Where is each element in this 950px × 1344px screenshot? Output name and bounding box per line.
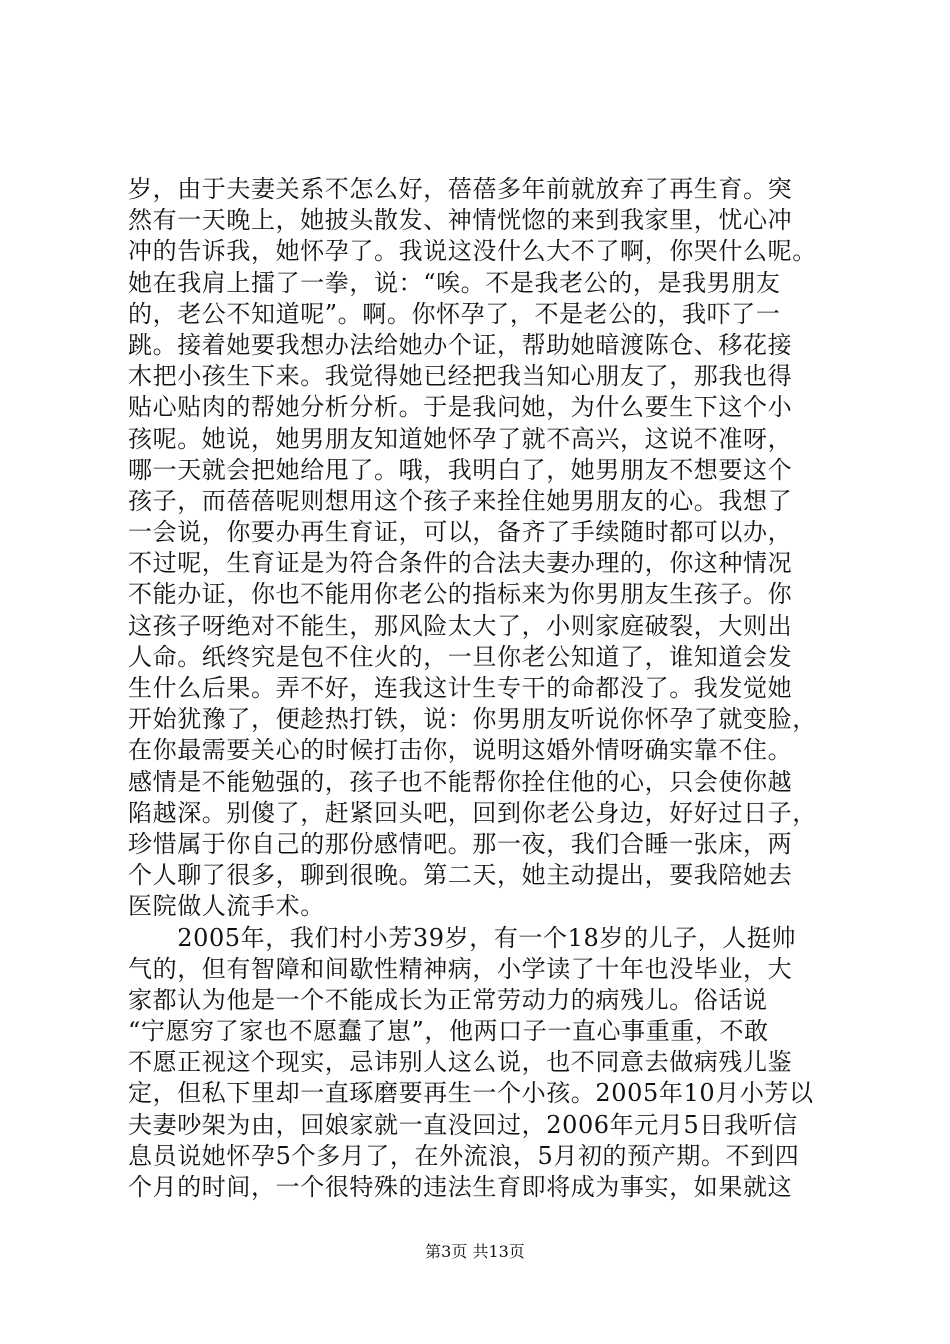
text-line: 开始犹豫了，便趁热打铁，说：你男朋友听说你怀孕了就变脸， <box>128 705 817 734</box>
text-line: 然有一天晚上，她披头散发、神情恍惚的来到我家里，忧心冲 <box>128 206 793 235</box>
text-line: 人命。纸终究是包不住火的，一旦你老公知道了，谁知道会发 <box>128 642 793 671</box>
text-line: 贴心贴肉的帮她分析分析。于是我问她，为什么要生下这个小 <box>128 393 793 422</box>
text-line: 不过呢，生育证是为符合条件的合法夫妻办理的，你这种情况 <box>128 549 793 578</box>
text-line: 陷越深。别傻了，赶紧回头吧，回到你老公身边，好好过日子， <box>128 798 817 827</box>
text-line: 夫妻吵架为由，回娘家就一直没回过，2006年元月5日我听信 <box>128 1110 798 1139</box>
text-line: “宁愿穷了家也不愿蠢了崽”，他两口子一直心事重重，不敢 <box>128 1017 769 1046</box>
text-line: 木把小孩生下来。我觉得她已经把我当知心朋友了，那我也得 <box>128 362 793 391</box>
text-line: 不愿正视这个现实，忌讳别人这么说，也不同意去做病残儿鉴 <box>128 1048 793 1077</box>
text-line: 她在我肩上擂了一拳，说：“唉。不是我老公的，是我男朋友 <box>128 268 781 297</box>
text-line: 哪一天就会把她给甩了。哦，我明白了，她男朋友不想要这个 <box>128 455 793 484</box>
text-line: 跳。接着她要我想办法给她办个证，帮助她暗渡陈仓、移花接 <box>128 330 793 359</box>
text-line: 息员说她怀孕5个多月了，在外流浪，5月初的预产期。不到四 <box>128 1141 800 1170</box>
text-line: 个月的时间，一个很特殊的违法生育即将成为事实，如果就这 <box>128 1173 793 1201</box>
body-text <box>128 174 824 1203</box>
text-line: 家都认为他是一个不能成长为正常劳动力的病残儿。俗话说 <box>128 985 768 1014</box>
text-line: 孩呢。她说，她男朋友知道她怀孕了就不高兴，这说不准呀， <box>128 424 793 453</box>
text-line: 在你最需要关心的时候打击你，说明这婚外情呀确实靠不住。 <box>128 736 793 765</box>
text-line: 这孩子呀绝对不能生，那风险太大了，小则家庭破裂，大则出 <box>128 611 793 640</box>
text-line: 生什么后果。弄不好，连我这计生专干的命都没了。我发觉她 <box>128 674 793 702</box>
text-line: 不能办证，你也不能用你老公的指标来为你男朋友生孩子。你 <box>128 580 793 609</box>
text-line: 气的，但有智障和间歇性精神病，小学读了十年也没毕业，大 <box>128 954 793 983</box>
text-line: 珍惜属于你自己的那份感情吧。那一夜，我们合睡一张床，两 <box>128 829 793 858</box>
text-line: 感情是不能勉强的，孩子也不能帮你拴住他的心，只会使你越 <box>128 767 793 796</box>
text-line: 一会说，你要办再生育证，可以，备齐了手续随时都可以办， <box>128 518 793 547</box>
page-footer: 第3页 共13页 <box>425 1242 525 1261</box>
text-line: 定，但私下里却一直琢磨要再生一个小孩。2005年10月小芳以 <box>128 1079 814 1108</box>
text-line: 冲的告诉我，她怀孕了。我说这没什么大不了啊，你哭什么呢。 <box>128 237 817 266</box>
text-line: 2005年，我们村小芳39岁，有一个18岁的儿子，人挺帅 <box>128 923 797 952</box>
text-line: 的，老公不知道呢”。啊。你怀孕了，不是老公的，我吓了一 <box>128 299 781 328</box>
text-line: 岁，由于夫妻关系不怎么好，蓓蓓多年前就放弃了再生育。突 <box>128 175 793 203</box>
text-line: 医院做人流手术。 <box>128 892 325 921</box>
text-line: 个人聊了很多，聊到很晚。第二天，她主动提出，要我陪她去 <box>128 861 793 890</box>
text-line: 孩子，而蓓蓓呢则想用这个孩子来拴住她男朋友的心。我想了 <box>128 486 793 515</box>
